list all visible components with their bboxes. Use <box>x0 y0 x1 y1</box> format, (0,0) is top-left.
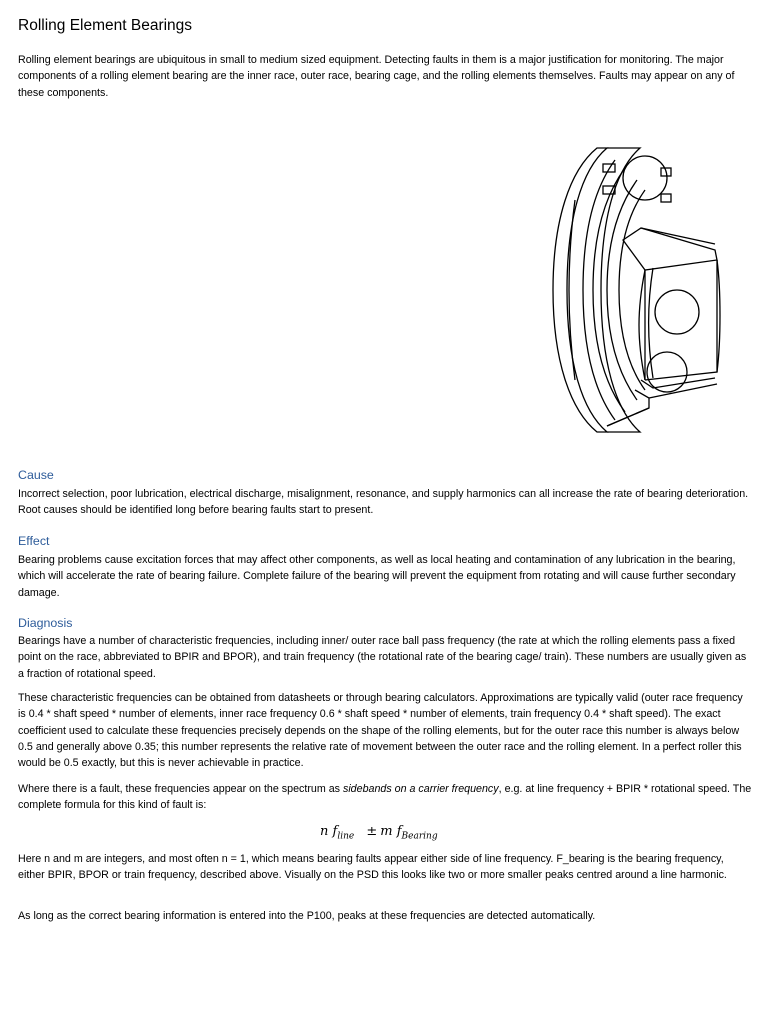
bearing-illustration <box>545 140 730 440</box>
formula-plus-minus: ± <box>366 824 378 839</box>
diagnosis-paragraph-4: Here n and m are integers, and most often n = 1, which means bearing faults appear either side of line frequency. F_bearing is the bearing frequency, either BPIR, BPOR or train frequency, described above. Visually on the PSD this looks like two or more smaller peaks centred around a line harmonic. <box>18 853 727 882</box>
formula-f-bearing: $f_{Bearing}$ <box>396 824 438 842</box>
effect-paragraph: Bearing problems cause excitation forces that may affect other components, as well as local heating and contamination of any lubrication in the bearing, which will accelerate the rate of bearing failure. Complete failure of the bearing will prevent the equipment from rotating and will cause further secondary damage. <box>18 554 736 599</box>
cause-paragraph: Incorrect selection, poor lubrication, electrical discharge, misalignment, resonance, and supply harmonics can all increase the rate of bearing deterioration. Root causes should be identified long before bearing faults start to present. <box>18 488 749 517</box>
diagnosis-paragraph-1: Bearings have a number of characteristic frequencies, including inner/ outer race ball pass frequency (the rate at which the rolling elements pass a fixed point on the race, abbreviated to BPIR and BPOR), and train frequency (the rotational rate of the bearing cage/ train). These numbers are usually given as a fraction of rotational speed. <box>18 635 747 680</box>
p3-text-before: Where there is a fault, these frequencies appear on the spectrum as <box>18 783 343 795</box>
page-title: Rolling Element Bearings <box>18 17 193 34</box>
cause-heading: Cause <box>18 468 54 482</box>
diagnosis-paragraph-2: These characteristic frequencies can be obtained from datasheets or through bearing calculators. Approximations are typically valid (outer race frequency is 0.4 * shaft speed * number of elements, inner race frequency 0.6 * shaft speed * number of elements, train frequency 0.4 * shaft speed). The exact coefficient used to calculate these frequencies precisely depends on the shape of the rolling elements, but for the outer race this number is always below 0.5 and generally above 0.35; this number represents the relative rate of movement between the outer race and the rolling element. In a perfect roller this would be 0.5 exactly, but this is never achievable in practice. <box>18 692 743 770</box>
effect-heading: Effect <box>18 534 50 548</box>
diagnosis-paragraph-3 <box>18 781 753 814</box>
formula-m: m <box>380 824 393 839</box>
diagnosis-paragraph-5: As long as the correct bearing information is entered into the P100, peaks at these frequencies are detected automatically. <box>18 910 596 922</box>
fault-formula <box>320 824 438 842</box>
p3-text-after: , e.g. at line frequency + BPIR * rotational speed. The complete formula for this kind of fault is: <box>18 783 752 812</box>
formula-n: n <box>320 824 329 839</box>
p3-emphasis: sidebands on a carrier frequency <box>342 783 499 795</box>
intro-paragraph: Rolling element bearings are ubiquitous in small to medium sized equipment. Detecting faults in them is a major justification for monitoring. The major components of a rolling element bearing are the inner race, outer race, bearing cage, and the rolling elements themselves. Faults may appear on any of these components. <box>18 54 735 99</box>
diagnosis-heading: Diagnosis <box>18 616 73 630</box>
formula-f-line: $f_{line}$ <box>332 824 355 842</box>
